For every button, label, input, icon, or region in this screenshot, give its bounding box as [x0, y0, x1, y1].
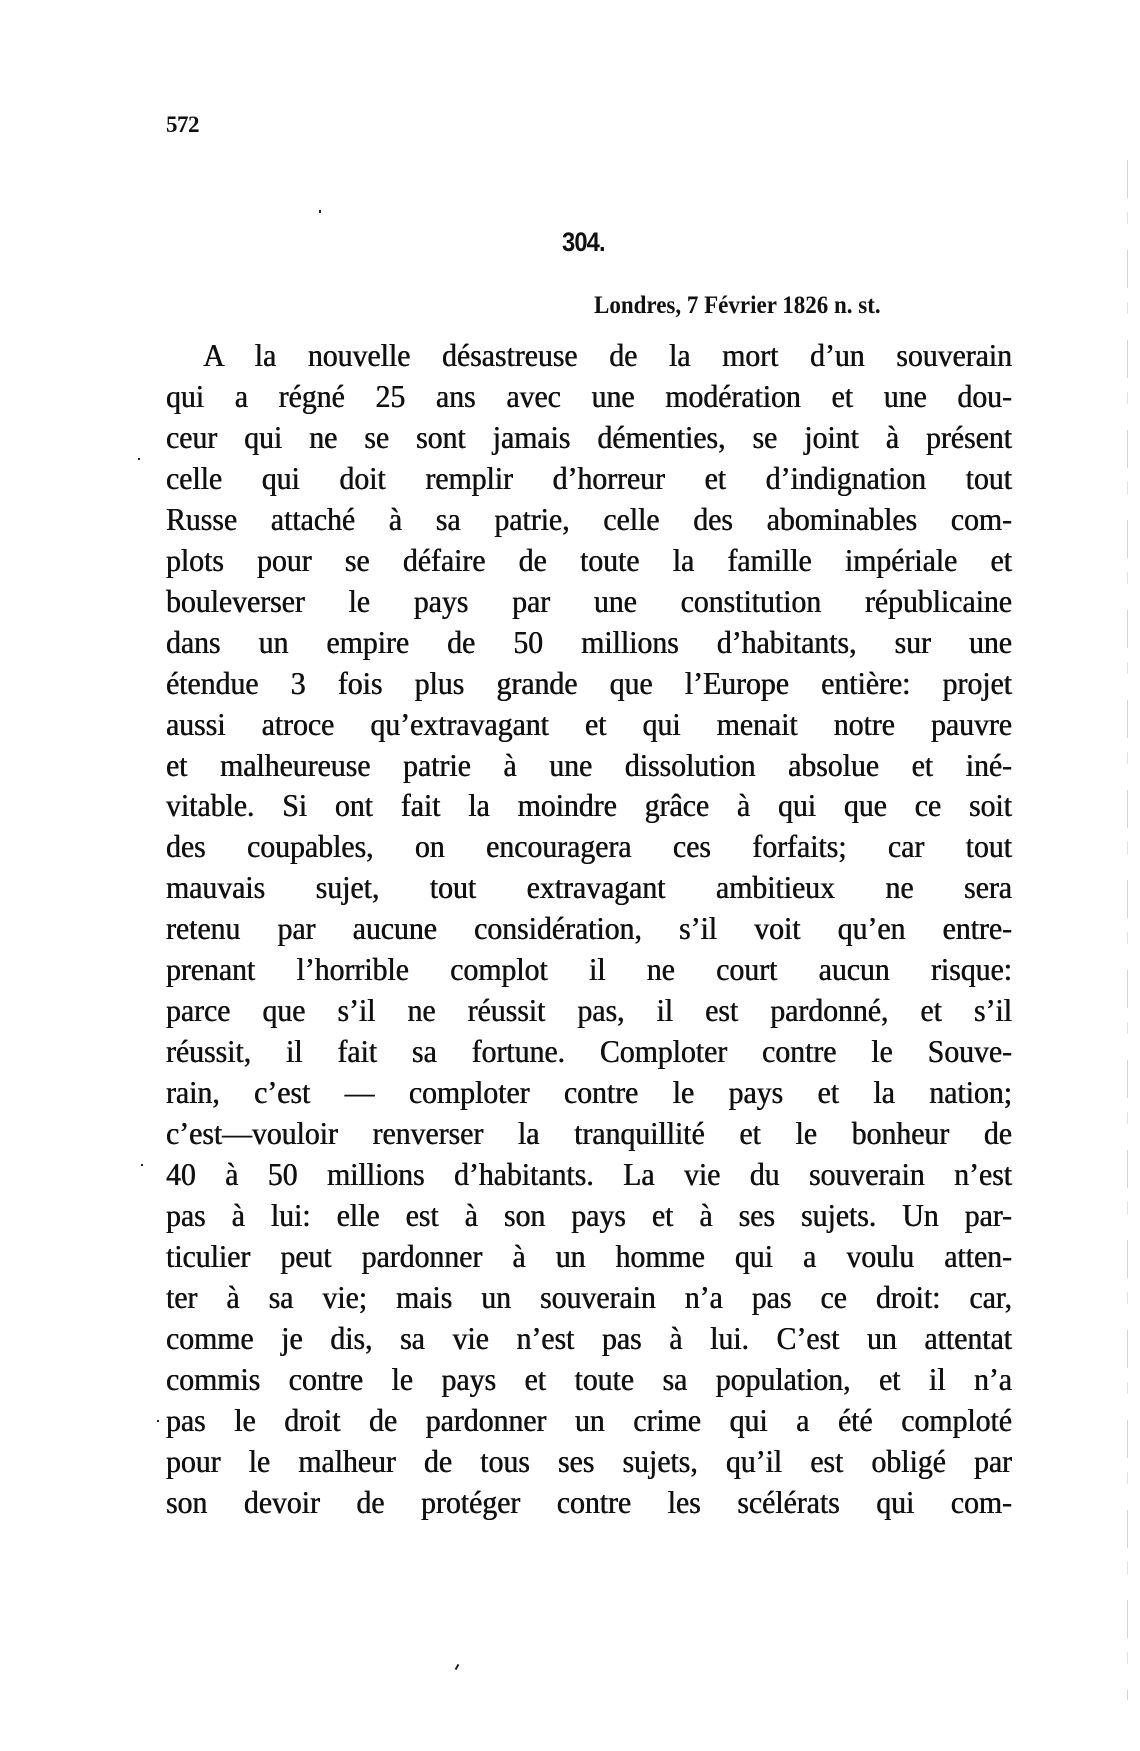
text-line: ceur qui ne se sont jamais démenties, se joint à présent — [166, 418, 1013, 455]
text-line: et malheureuse patrie à une dissolution absolue et iné- — [166, 746, 1013, 783]
text-line: pas le droit de pardonner un crime qui a été comploté — [166, 1401, 1013, 1438]
page-edge-rule — [1127, 160, 1128, 1700]
text-line: c’est—vouloir renverser la tranquillité et le bonheur de — [166, 1115, 1013, 1152]
scan-speck — [319, 210, 321, 213]
text-line: prenant l’horrible complot il ne court aucun risque: — [166, 951, 1013, 988]
text-line: rain, c’est — comploter contre le pays et la nation; — [166, 1074, 1013, 1111]
text-line: qui a régné 25 ans avec une modération et une dou- — [166, 377, 1013, 414]
body-paragraph — [166, 335, 1012, 1523]
text-line: réussit, il fait sa fortune. Comploter contre le Souve- — [166, 1033, 1013, 1070]
scan-speck — [157, 1420, 159, 1422]
text-line: 40 à 50 millions d’habitants. La vie du souverain n’est — [166, 1156, 1013, 1193]
text-line: mauvais sujet, tout extravagant ambitieux ne sera — [166, 869, 1013, 906]
text-line: pour le malheur de tous ses sujets, qu’il est obligé par — [166, 1442, 1013, 1479]
text-line: son devoir de protéger contre les scélérats qui com- — [166, 1483, 1013, 1520]
dateline: Londres, 7 Février 1826 n. st. — [594, 292, 881, 319]
text-line: comme je dis, sa vie n’est pas à lui. C’est un attentat — [166, 1319, 1013, 1356]
text-line: dans un empire de 50 millions d’habitants, sur une — [166, 623, 1013, 660]
text-line: celle qui doit remplir d’horreur et d’indignation tout — [166, 459, 1013, 496]
text-line: plots pour se défaire de toute la famille impériale et — [166, 541, 1013, 578]
text-line: retenu par aucune considération, s’il voit qu’en entre- — [166, 910, 1013, 947]
scan-speck — [455, 1664, 460, 1670]
text-line: bouleverser le pays par une constitution républicaine — [166, 582, 1013, 619]
text-line: étendue 3 fois plus grande que l’Europe entière: projet — [166, 664, 1013, 701]
text-line: ticulier peut pardonner à un homme qui a voulu atten- — [166, 1237, 1013, 1274]
text-line: ter à sa vie; mais un souverain n’a pas ce droit: car, — [166, 1278, 1013, 1315]
scan-speck — [141, 1164, 143, 1166]
text-line: vitable. Si ont fait la moindre grâce à qui que ce soit — [166, 787, 1013, 824]
scan-speck — [138, 458, 140, 460]
text-line: parce que s’il ne réussit pas, il est pardonné, et s’il — [166, 992, 1013, 1029]
text-line: aussi atroce qu’extravagant et qui menait notre pauvre — [166, 705, 1013, 742]
letter-number-heading: 304. — [562, 227, 605, 257]
text-line: A la nouvelle désastreuse de la mort d’un souverain — [203, 337, 1013, 373]
text-line: Russe attaché à sa patrie, celle des abominables com- — [166, 500, 1013, 537]
page-number: 572 — [166, 112, 199, 137]
text-line: commis contre le pays et toute sa population, et il n’a — [166, 1360, 1013, 1397]
text-line: pas à lui: elle est à son pays et à ses sujets. Un par- — [166, 1197, 1013, 1234]
text-line: des coupables, on encouragera ces forfaits; car tout — [166, 828, 1013, 865]
